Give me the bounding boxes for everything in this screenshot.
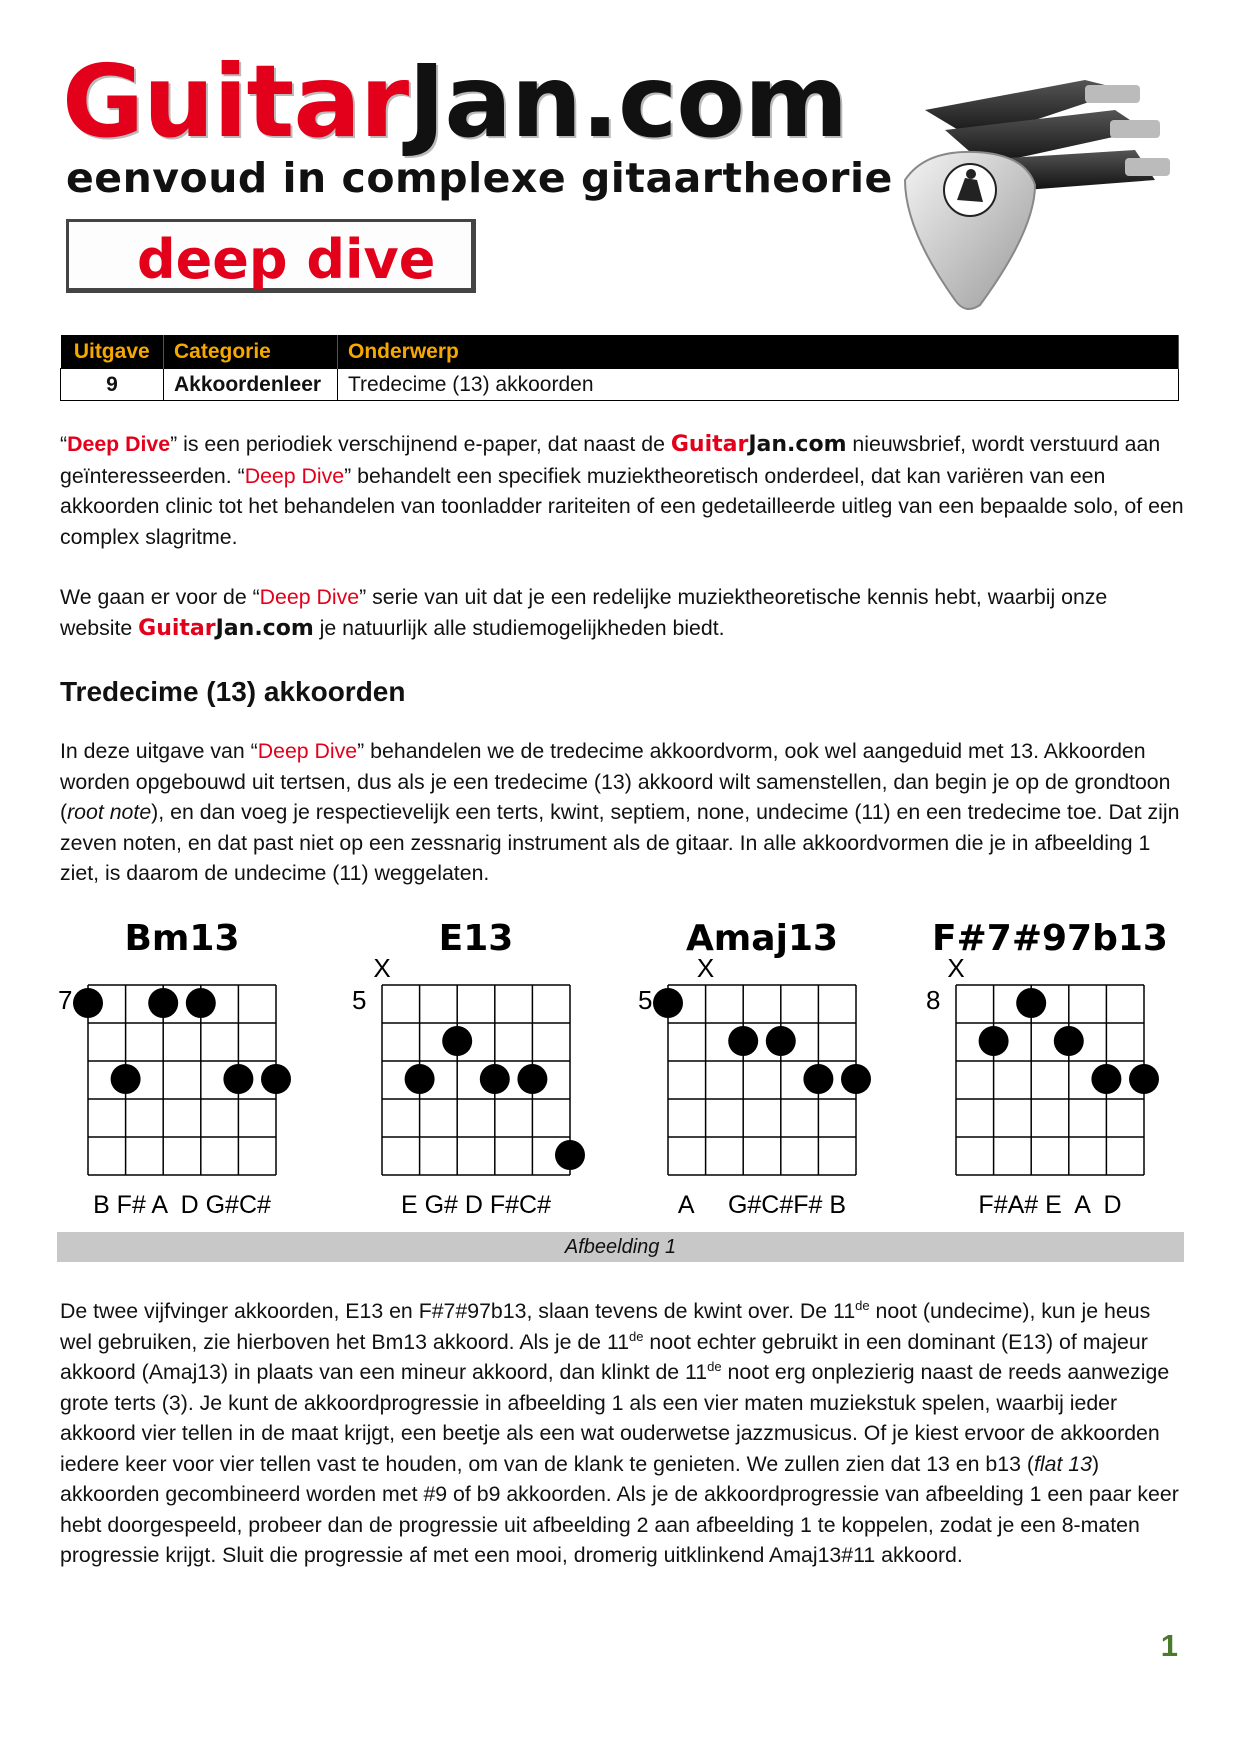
fret-number: 5 (352, 985, 367, 1015)
muted-string-x: X (947, 953, 965, 983)
figure-caption-bar (57, 1232, 1184, 1262)
superscript-de: de (707, 1358, 722, 1374)
chord-name: F#7#97b13 (932, 918, 1168, 959)
intro-paragraph-1: “Deep Dive” is een periodiek verschijnend e-paper, dat naast de GuitarJan.com nieuwsbrief, wordt verstuurd aan geïnteresseerden. “Deep Dive” behandelt een specifiek muziektheoretisch onderdeel, dat kan variëren van een akkoorden clinic tot het behandelen van toonladder rariteiten of een gedetailleerde uitleg van een bepaalde solo, of een complex slagritme. (60, 432, 1184, 549)
text-run: ), en dan voeg je respectievelijk een terts, kwint, septiem, none, undecime (11) en een tredecime toe. Dat zijn zeven noten, en dat past niet op een zessnarig instrument als de gitaar. In alle akkoordvormen die je in afbeelding 1 ziet, is daarom de undecime (11) weggelaten. (60, 800, 1180, 885)
finger-dot (111, 1064, 141, 1094)
text-run: We gaan er voor de “ (60, 585, 260, 609)
text-run: noot erg onplezierig naast de reeds aanwezige grote terts (3). Je kunt de akkoordprogressie in afbeelding 1 als een vier maten muziekstuk spelen, waarbij ieder akkoord vier tellen in de maat krijgt, een beetje als een wat ouderwetse jazzmusicus. Of je kiest ervoor de akkoorden iedere keer voor vier tellen vast te houden, om van de klank te genieten. We zullen zien dat 13 en b13 ( (60, 1360, 1170, 1476)
text-run: noot (undecime), kun je heus wel gebruiken, zie hierboven het Bm13 akkoord. Als je de 11 (60, 1299, 1151, 1354)
deep-dive-term: Deep Dive (257, 739, 358, 763)
finger-dot (979, 1026, 1009, 1056)
intro-paragraph-2 (60, 582, 1185, 644)
finger-dot (728, 1026, 758, 1056)
finger-dot (555, 1140, 585, 1170)
text-run: In deze uitgave van “ (60, 739, 258, 763)
fret-number: 8 (926, 985, 941, 1015)
logo-jan: Jan.com (408, 43, 848, 160)
finger-dot (517, 1064, 547, 1094)
finger-dot (803, 1064, 833, 1094)
site-tagline: eenvoud in complexe gitaartheorie (66, 154, 893, 202)
finger-dot (1129, 1064, 1159, 1094)
deep-dive-badge (66, 219, 476, 293)
text-run: ) akkoorden gecombineerd worden met #9 of b9 akkoorden. Als je de akkoordprogressie van afbeelding 1 een paar keer hebt doorgespeeld, probeer dan de progressie uit afbeelding 2 aan afbeelding 1 te koppelen, zodat je een 8-maten progressie krijgt. Sluit die progressie af met een mooi, dromerig uitklinkend Amaj13#11 akkoord. (60, 1451, 1179, 1567)
guitarjan-inline-logo: GuitarJan.com (138, 615, 314, 641)
header-onderwerp: Onderwerp (338, 335, 1179, 369)
finger-dot (223, 1064, 253, 1094)
chord-notes: F#A# E A D (978, 1191, 1122, 1219)
finger-dot (1016, 988, 1046, 1018)
chord-diagrams (0, 905, 1240, 1225)
section-paragraph (60, 736, 1185, 889)
issue-info-table (60, 335, 1179, 401)
guitarjan-inline-logo: GuitarJan.com (670, 432, 847, 457)
chord-notes: B F# A D G#C# (93, 1191, 271, 1219)
finger-dot (148, 988, 178, 1018)
figure-caption: Afbeelding 1 (564, 1236, 677, 1258)
section-heading: Tredecime (13) akkoorden (60, 676, 406, 707)
flat-13-term: flat 13 (1033, 1451, 1092, 1476)
fret-number: 5 (638, 985, 653, 1015)
page-number: 1 (1160, 1628, 1178, 1663)
cell-uitgave: 9 (61, 369, 164, 401)
text-run: De twee vijfvinger akkoorden, E13 en F#7#97b13, slaan tevens de kwint over. De 11 (60, 1299, 856, 1323)
text-run: ” behandelt een specifiek muziektheoretisch onderdeel, dat kan variëren van een akkoorden clinic tot het behandelen van toonladder rariteiten of een gedetailleerde uitleg van een bepaalde solo, of een complex slagritme. (60, 463, 1184, 549)
logo-guitar: Guitar (62, 43, 409, 160)
finger-dot (442, 1026, 472, 1056)
muted-string-x: X (696, 953, 715, 983)
finger-dot (261, 1064, 291, 1094)
text-run: ” serie van uit dat je een redelijke muziektheoretische kennis hebt, waarbij onze website (60, 585, 1108, 640)
text-run: je natuurlijk alle studiemogelijkheden biedt. (313, 615, 725, 640)
header-categorie: Categorie (164, 335, 338, 369)
text-run: ” is een periodiek verschijnend e-paper, dat naast de (170, 432, 671, 456)
text-run: noot echter gebruikt in een dominant (E13) of majeur akkoord (Amaj13) in plaats van een mineur akkoord, dan klinkt de 11 (60, 1329, 1148, 1384)
deep-dive-badge-label: deep dive (137, 228, 436, 291)
finger-dot (653, 988, 683, 1018)
text-run: ” behandelen we de tredecime akkoordvorm, ook wel aangeduid met 13. Akkoorden worden opgebouwd uit tertsen, dus als je een tredecime (13) akkoord wilt samenstellen, dan begin je op de grondtoon ( (60, 739, 1171, 824)
body-paragraph (60, 1296, 1185, 1571)
deep-dive-term: Deep Dive (244, 463, 345, 488)
finger-dot (841, 1064, 871, 1094)
finger-dot (405, 1064, 435, 1094)
chord-name: E13 (438, 918, 514, 959)
site-logo (62, 43, 848, 160)
chord-notes: A G#C#F# B (677, 1191, 847, 1219)
fret-number: 7 (58, 985, 73, 1015)
guitar-pick-illustration (885, 70, 1175, 320)
muted-string-x: X (373, 953, 391, 983)
chord-name: Amaj13 (685, 918, 839, 959)
deep-dive-term: Deep Dive (259, 585, 360, 609)
superscript-de: de (629, 1328, 644, 1344)
deep-dive-term: Deep Dive (67, 432, 171, 456)
text-run: nieuwsbrief, wordt verstuurd aan geïnteresseerden. “ (60, 432, 1161, 488)
root-note-term: root note (67, 800, 152, 824)
finger-dot (186, 988, 216, 1018)
finger-dot (480, 1064, 510, 1094)
chord-name: Bm13 (124, 918, 240, 959)
finger-dot (1054, 1026, 1084, 1056)
cell-categorie: Akkoordenleer (164, 369, 338, 401)
superscript-de: de (855, 1297, 870, 1313)
chord-notes: E G# D F#C# (400, 1191, 552, 1219)
finger-dot (766, 1026, 796, 1056)
cell-onderwerp: Tredecime (13) akkoorden (338, 369, 1179, 401)
finger-dot (1091, 1064, 1121, 1094)
finger-dot (73, 988, 103, 1018)
header-uitgave: Uitgave (61, 335, 164, 369)
